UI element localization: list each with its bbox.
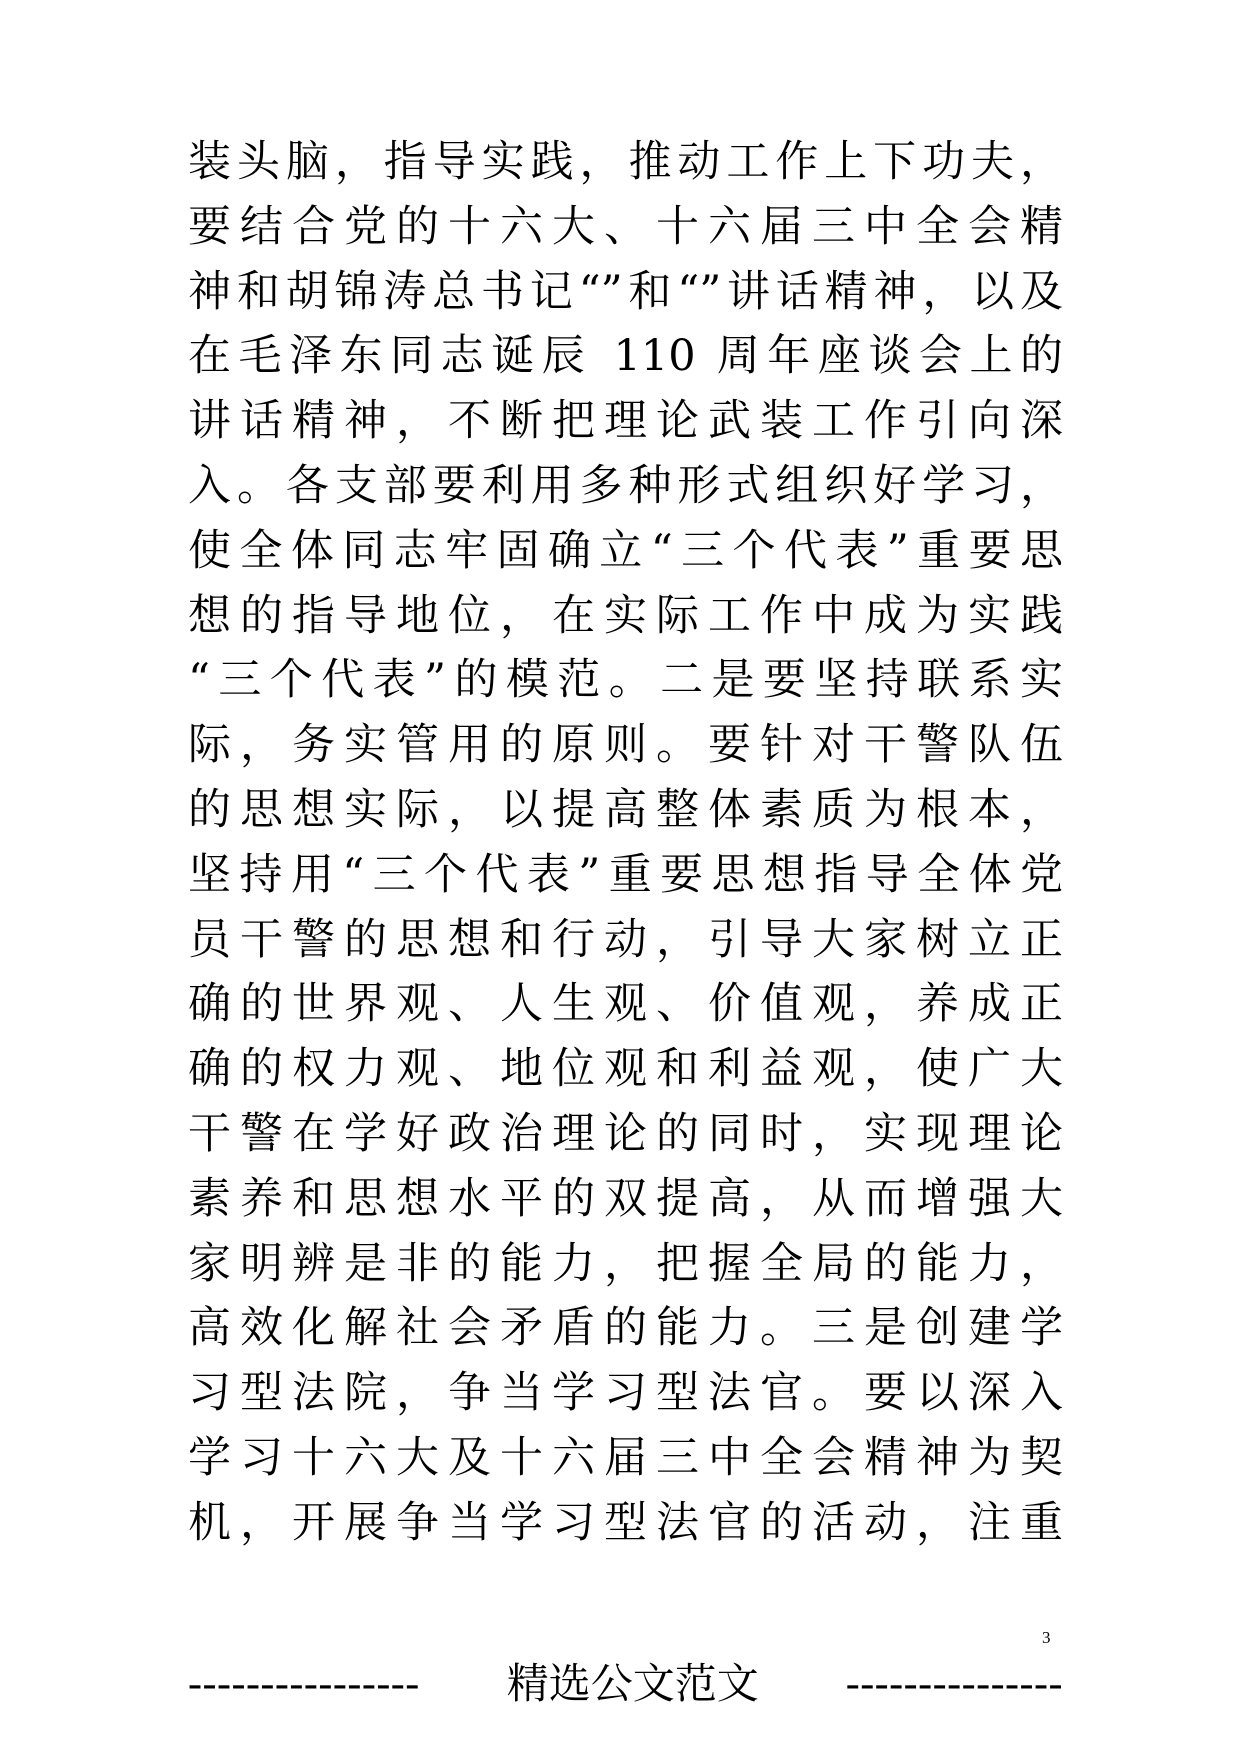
page-number: 3 — [1042, 1628, 1051, 1647]
text-line: 的思想实际，以提高整体素质为根本， — [188, 784, 1063, 835]
text-line: 高效化解社会矛盾的能力。三是创建学 — [188, 1303, 1063, 1354]
text-line: 机，开展争当学习型法官的活动，注重 — [188, 1497, 1063, 1548]
text-line: 装头脑，指导实践，推动工作上下功夫， — [188, 137, 1063, 187]
text-line: 际，务实管用的原则。要针对干警队伍 — [188, 720, 1063, 771]
text-line: 员干警的思想和行动，引导大家树立正 — [188, 914, 1063, 965]
text-line: 使全体同志牢固确立“三个代表”重要思 — [188, 525, 1063, 576]
text-line: 学习十六大及十六届三中全会精神为契 — [188, 1432, 1063, 1483]
text-line: 确的权力观、地位观和利益观，使广大 — [188, 1044, 1063, 1095]
text-line: 在毛泽东同志诞辰 110 周年座谈会上的 — [188, 331, 1063, 382]
text-line: 干警在学好政治理论的同时，实现理论 — [188, 1108, 1063, 1159]
text-line: “三个代表”的模范。二是要坚持联系实 — [188, 655, 1063, 706]
text-line: 入。各支部要利用多种形式组织好学习， — [188, 460, 1063, 511]
text-line: 要结合党的十六大、十六届三中全会精 — [188, 201, 1063, 252]
text-line: 确的世界观、人生观、价值观，养成正 — [188, 979, 1063, 1030]
footer-dashes-left: ---------------- — [188, 1661, 420, 1707]
text-line: 习型法院，争当学习型法官。要以深入 — [188, 1368, 1063, 1419]
text-line: 神和胡锦涛总书记“”和“”讲话精神，以及 — [188, 266, 1063, 317]
footer-dashes-right: --------------- — [845, 1661, 1063, 1707]
footer — [188, 1654, 1063, 1714]
footer-label: 精选公文范文 — [506, 1659, 759, 1708]
text-line: 家明辨是非的能力，把握全局的能力， — [188, 1238, 1063, 1289]
text-line: 讲话精神，不断把理论武装工作引向深 — [188, 396, 1063, 447]
text-line: 坚持用“三个代表”重要思想指导全体党 — [188, 849, 1063, 900]
text-line: 想的指导地位，在实际工作中成为实践 — [188, 590, 1063, 641]
text-line: 素养和思想水平的双提高，从而增强大 — [188, 1173, 1063, 1224]
body-text — [188, 130, 1063, 1556]
